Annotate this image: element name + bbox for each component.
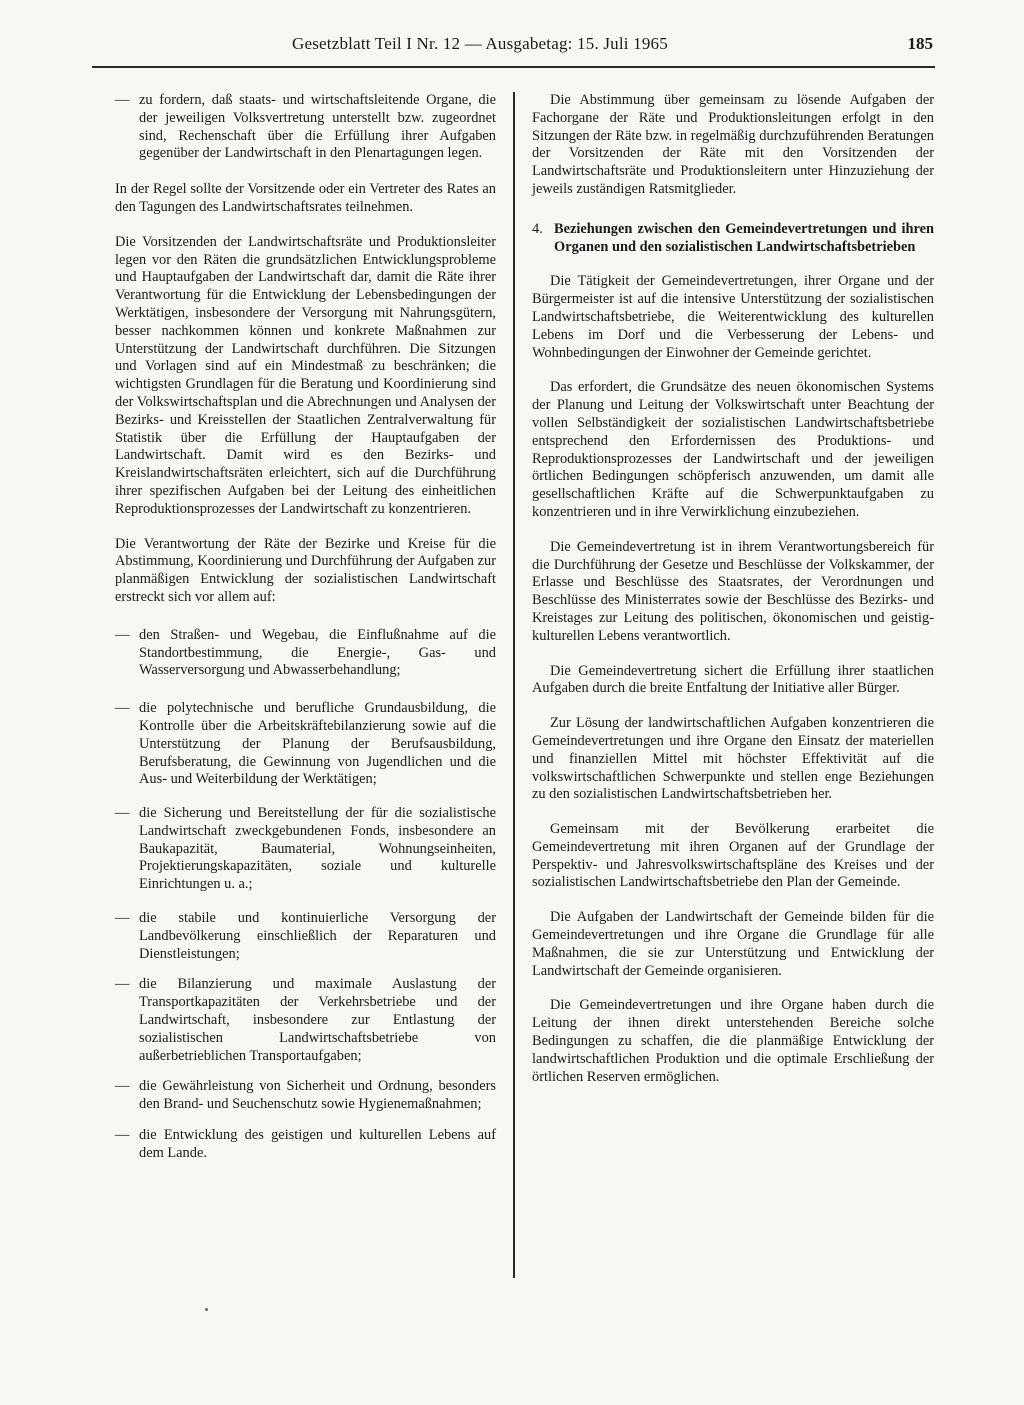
list-item-text: die polytechnische und berufliche Grundausbildung, die Kontrolle über die Arbeitskräftebilanzierung sowie auf die Unterstützung der Planung der Berufsausbildung, Berufsberatung, die Gewinnung von Jugendlichen und die Aus- und Weiterbildung der Werktätigen;	[139, 700, 496, 788]
paragraph: Die Vorsitzenden der Landwirtschaftsräte und Produktionsleiter legen vor den Räten die grundsätzlichen Entwicklungsprobleme und Hauptaufgaben der Landwirtschaft dar, damit die Räte ihrer Verantwortung für die Entwicklung der Lebensbedingungen der Werktätigen, insbesondere der Versorgung mit Nahrungsgütern, besser nachkommen können und konkrete Maßnahmen zur Unterstützung der Landwirtschaft durchführen. Die Sitzungen und Vorlagen sind auf ein Mindestmaß zu beschränken; die wichtigsten Grundlagen für die Beratung und Koordinierung sind der Volkswirtschaftsplan und die Abrechnungen und Analysen der Bezirks- und Kreisstellen der Staatlichen Zentralverwaltung für Statistik über die Erfüllung der Hauptaufgaben der Landwirtschaft. Damit wird es den Bezirks- und Kreislandwirtschaftsräten erleichtert, sich auf die Durchführung ihrer spezifischen Aufgaben bei der Leitung des einheitlichen Reproduktionsprozesses der Landwirtschaft zu konzentrieren.	[115, 233, 496, 517]
paragraph: Gemeinsam mit der Bevölkerung erarbeitet die Gemeindevertretung mit ihren Organen auf der Grundlage der Perspektiv- und Jahresvolkswirtschaftspläne des Kreises und der sozialistischen Landwirtschaftsbetriebe den Plan der Gemeinde.	[532, 821, 934, 891]
paragraph: In der Regel sollte der Vorsitzende oder ein Vertreter des Rates an den Tagungen des Landwirtschaftsrates teilnehmen.	[115, 181, 496, 215]
paragraph: Das erfordert, die Grundsätze des neuen ökonomischen Systems der Planung und Leitung der Volkswirtschaft unter Beachtung der vollen Selbständigkeit der sozialistischen Landwirtschaftsbetriebe entsprechend den Erfordernissen des Produktions- und Reproduktionsprozesses der Landwirtschaft und der jeweiligen örtlichen Bedingungen schöpferisch anzuwenden, um damit alle gesellschaftlichen Kräfte auf die Schwerpunktaufgaben zu konzentrieren und in ihre Verwirklichung einzubeziehen.	[532, 379, 934, 520]
print-speck	[205, 1308, 208, 1311]
dash-marker: —	[115, 1078, 130, 1095]
section-number: 4.	[532, 220, 543, 237]
column-divider	[513, 92, 515, 1278]
header-rule	[92, 66, 935, 68]
section-heading	[532, 221, 934, 257]
list-item-text: die Entwicklung des geistigen und kulturellen Lebens auf dem Lande.	[139, 1127, 496, 1161]
list-item	[115, 92, 496, 163]
page-header	[92, 34, 935, 64]
paragraph: Die Verantwortung der Räte der Bezirke und Kreise für die Abstimmung, Koordinierung und Durchführung der Aufgaben zur planmäßigen Entwicklung der sozialistischen Landwirtschaft erstreckt sich vor allem auf:	[115, 535, 496, 605]
page-number: 185	[907, 34, 933, 53]
list-item	[115, 805, 496, 894]
paragraph: Die Abstimmung über gemeinsam zu lösende Aufgaben der Fachorgane der Räte und Produktionsleitungen erfolgt in den Sitzungen der Räte bzw. in regelmäßig durchzuführenden Beratungen der Vorsitzenden der Räte mit den Vorsitzenden der Landwirtschaftsräte und Produktionsleitern unter Hinzuziehung der jeweils zuständigen Ratsmitglieder.	[532, 92, 934, 197]
dash-marker: —	[115, 1127, 130, 1144]
dash-marker: —	[115, 92, 130, 108]
left-column	[115, 92, 496, 1176]
dash-marker: —	[115, 700, 130, 717]
list-item-text: den Straßen- und Wegebau, die Einflußnahme auf die Standortbestimmung, die Energie-, Gas- und Wasserversorgung und Abwasserbehandlung;	[139, 626, 496, 679]
list-item	[115, 1127, 496, 1163]
list-item	[115, 627, 496, 680]
list-item-text: zu fordern, daß staats- und wirtschaftsleitende Organe, die der jeweiligen Volksvertretung unterstellt bzw. zugeordnet sind, Rechenschaft über die Erfüllung ihrer Aufgaben gegenüber der Landwirtschaft in den Plenartagungen legen.	[139, 92, 496, 162]
dash-marker: —	[115, 626, 130, 643]
list-item-text: die stabile und kontinuierliche Versorgung der Landbevölkerung einschließlich der Reparaturen und Dienstleistungen;	[139, 910, 496, 962]
paragraph: Die Gemeindevertretungen und ihre Organe haben durch die Leitung der ihnen direkt unterstehenden Bereiche solche Bedingungen zu schaffen, die die planmäßige Entwicklung der landwirtschaftlichen Produktion und die optimale Erschließung der örtlichen Reserven ermöglichen.	[532, 997, 934, 1085]
paragraph: Die Gemeindevertretung sichert die Erfüllung ihrer staatlichen Aufgaben durch die breite Entfaltung der Initiative aller Bürger.	[532, 662, 934, 697]
paragraph: Die Gemeindevertretung ist in ihrem Verantwortungsbereich für die Durchführung der Gesetze und Beschlüsse der Volkskammer, der Erlasse und Beschlüsse des Staatsrates, der Verordnungen und Beschlüsse des Ministerrates sowie der Beschlüsse des Bezirks- und Kreistages zur Leitung des politischen, ökonomischen und geistig-kulturellen Lebens verantwortlich.	[532, 538, 934, 644]
list-item-text: die Bilanzierung und maximale Auslastung der Transportkapazitäten der Verkehrsbetriebe und der Landwirtschaft, insbesondere zur Entlastung der sozialistischen Landwirtschaftsbetriebe von außerbetrieblichen Transportaufgaben;	[139, 976, 496, 1064]
paragraph: Die Aufgaben der Landwirtschaft der Gemeinde bilden für die Gemeindevertretungen und ihre Organe die Grundlage für alle Maßnahmen, die sie zur Unterstützung und Entwicklung der Landwirtschaft der Gemeinde organisieren.	[532, 909, 934, 979]
right-column	[532, 92, 934, 1103]
list-item-text: die Gewährleistung von Sicherheit und Ordnung, besonders den Brand- und Seuchenschutz sowie Hygienemaßnahmen;	[139, 1078, 496, 1113]
list-item	[115, 910, 496, 963]
list-item	[115, 976, 496, 1065]
list-item	[115, 1078, 496, 1114]
paragraph: Zur Lösung der landwirtschaftlichen Aufgaben konzentrieren die Gemeindevertretungen und ihre Organe den Einsatz der materiellen und finanziellen Mittel mit höchster Effektivität auf die volkswirtschaftlichen Schwerpunkte und stellen enge Beziehungen zu den sozialistischen Landwirtschaftsbetrieben her.	[532, 715, 934, 803]
dash-marker: —	[115, 805, 130, 822]
list-item-text: die Sicherung und Bereitstellung der für die sozialistische Landwirtschaft zweckgebundenen Fonds, insbesondere an Baukapazität, Baumaterial, Wohnungseinheiten, Projektierungskapazitäten, soziale und kulturelle Einrichtungen u. a.;	[139, 805, 496, 893]
dash-marker: —	[115, 910, 130, 927]
paragraph: Die Tätigkeit der Gemeindevertretungen, ihrer Organe und der Bürgermeister ist auf die intensive Unterstützung der sozialistischen Landwirtschaftsbetriebe, die Weiterentwicklung des kulturellen Lebens im Dorf und die Verbesserung der Lebens- und Wohnbedingungen der Einwohner der Gemeinde gerichtet.	[532, 273, 934, 361]
header-title: Gesetzblatt Teil I Nr. 12 — Ausgabetag: 15. Juli 1965	[292, 34, 668, 53]
section-title: Beziehungen zwischen den Gemeindevertretungen und ihren Organen und den sozialistischen Landwirtschaftsbetrieben	[554, 220, 934, 255]
dash-marker: —	[115, 976, 130, 993]
list-item	[115, 700, 496, 789]
